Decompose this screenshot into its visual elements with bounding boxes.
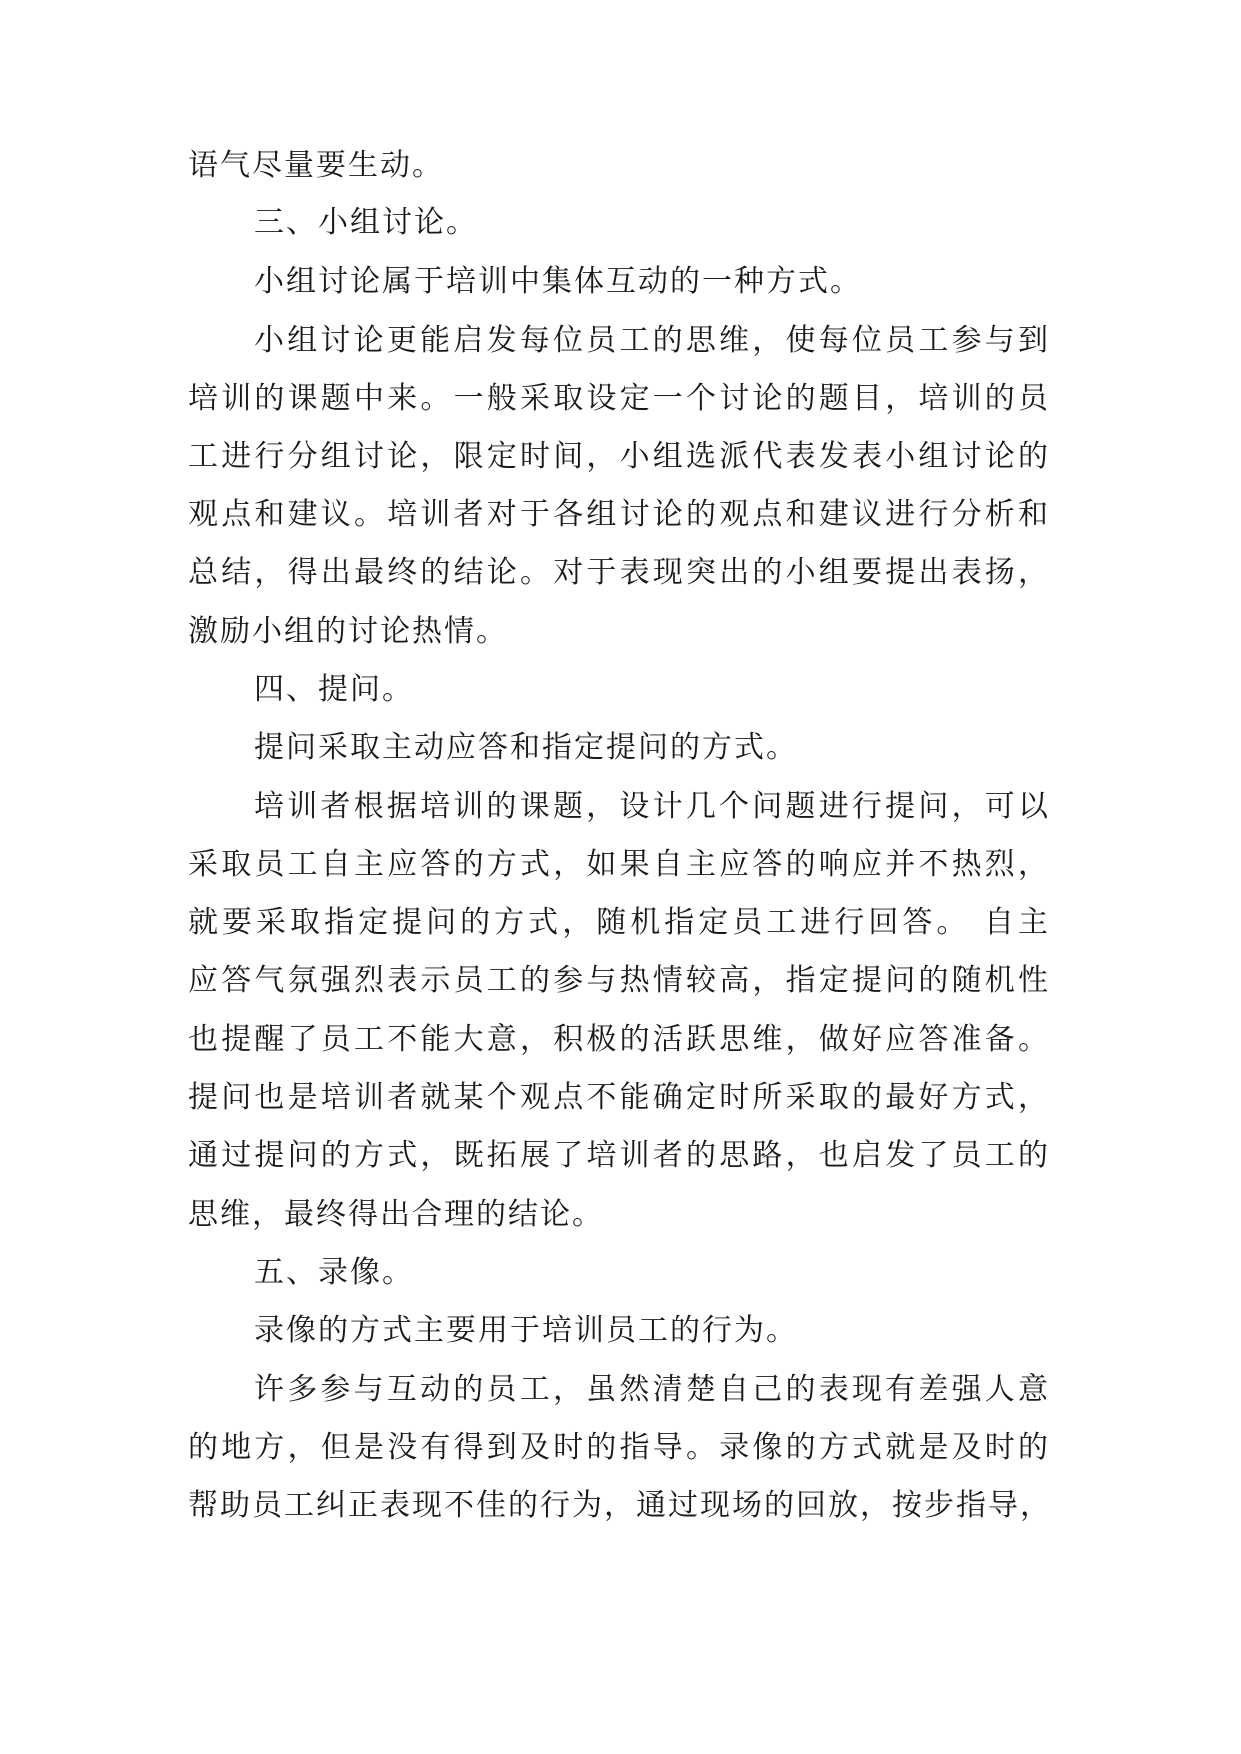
text-line: 的地方，但是没有得到及时的指导。录像的方式就是及时的 bbox=[188, 1430, 1050, 1465]
text-line: 激励小组的讨论热情。 bbox=[188, 614, 508, 649]
text-line: 也提醒了员工不能大意，积极的活跃思维，做好应答准备。 bbox=[188, 1022, 1050, 1057]
text-line: 帮助员工纠正表现不佳的行为，通过现场的回放，按步指导， bbox=[188, 1488, 1052, 1523]
text-line: 思维，最终得出合理的结论。 bbox=[188, 1197, 604, 1232]
text-line: 工进行分组讨论，限定时间，小组选派代表发表小组讨论的 bbox=[188, 439, 1050, 474]
text-line: 观点和建议。培训者对于各组讨论的观点和建议进行分析和 bbox=[188, 497, 1050, 532]
text-line: 培训的课题中来。一般采取设定一个讨论的题目，培训的员 bbox=[188, 381, 1050, 416]
text-line: 小组讨论属于培训中集体互动的一种方式。 bbox=[254, 264, 862, 299]
text-line: 提问也是培训者就某个观点不能确定时所采取的最好方式， bbox=[188, 1080, 1050, 1115]
text-line: 就要采取指定提问的方式，随机指定员工进行回答。 自主 bbox=[188, 905, 1050, 940]
text-line: 应答气氛强烈表示员工的参与热情较高，指定提问的随机性 bbox=[188, 963, 1050, 998]
section-heading: 四、提问。 bbox=[254, 672, 414, 707]
section-heading: 五、录像。 bbox=[254, 1255, 414, 1290]
text-line: 通过提问的方式，既拓展了培训者的思路，也启发了员工的 bbox=[188, 1138, 1050, 1173]
text-line: 录像的方式主要用于培训员工的行为。 bbox=[254, 1313, 798, 1348]
section-heading: 三、小组讨论。 bbox=[254, 205, 478, 240]
text-line: 语气尽量要生动。 bbox=[188, 148, 444, 183]
text-line: 小组讨论更能启发每位员工的思维，使每位员工参与到 bbox=[254, 323, 1050, 358]
text-line: 采取员工自主应答的方式，如果自主应答的响应并不热烈， bbox=[188, 847, 1050, 882]
text-line: 培训者根据培训的课题，设计几个问题进行提问，可以 bbox=[254, 789, 1050, 824]
text-line: 许多参与互动的员工，虽然清楚自己的表现有差强人意 bbox=[254, 1372, 1050, 1407]
text-line: 提问采取主动应答和指定提问的方式。 bbox=[254, 730, 798, 765]
text-line: 总结，得出最终的结论。对于表现突出的小组要提出表扬， bbox=[188, 555, 1050, 590]
